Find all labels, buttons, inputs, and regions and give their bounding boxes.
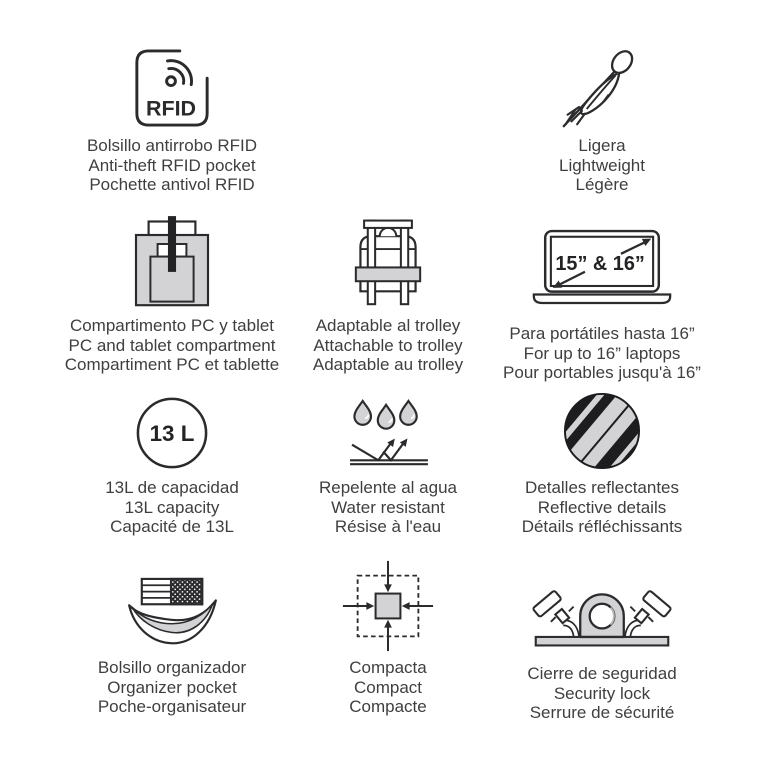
rfid-signal-icon <box>131 38 213 130</box>
compact-arrows-icon <box>342 558 434 652</box>
feature-security-lock <box>490 558 714 723</box>
feature-water-resistant <box>276 392 500 537</box>
caption-line-es: Detalles reflectantes <box>524 478 680 497</box>
caption-line-fr: Pochette antivol RFID <box>89 175 255 194</box>
feature-laptop-size <box>490 212 714 383</box>
caption-trolley <box>313 316 463 375</box>
water-drops-icon <box>342 392 434 470</box>
caption-line-en: For up to 16” laptops <box>523 343 681 363</box>
caption-organizer <box>98 658 246 717</box>
caption-line-en: PC and tablet compartment <box>68 335 276 355</box>
caption-line-en: Compact <box>353 677 422 697</box>
zipper-lock-icon <box>531 558 673 652</box>
caption-line-es: 13L de capacidad <box>105 478 239 497</box>
caption-rfid <box>87 136 257 195</box>
feature-organizer <box>60 558 284 717</box>
rfid-icon-label: RFID <box>145 96 197 121</box>
caption-water-resistant <box>319 478 457 537</box>
caption-line-fr: Serrure de sécurité <box>529 703 675 722</box>
caption-line-fr: Détails réfléchissants <box>521 517 683 536</box>
caption-line-es: Ligera <box>578 136 626 155</box>
caption-line-es: Repelente al agua <box>318 478 457 497</box>
capacity-label: 13 L <box>149 420 195 446</box>
caption-line-fr: Compartiment PC et tablette <box>64 355 280 374</box>
caption-line-fr: Poche-organisateur <box>97 697 247 716</box>
caption-line-en: Lightweight <box>558 155 645 175</box>
caption-laptop-size <box>503 324 701 383</box>
laptop-sleeve-icon <box>127 212 217 308</box>
caption-line-es: Compacta <box>349 658 427 677</box>
caption-line-fr: Capacité de 13L <box>110 517 234 536</box>
laptop-size-label: 15” & 16” <box>555 252 645 275</box>
organizer-pocket-icon <box>125 558 219 652</box>
feature-rfid-pocket <box>60 38 284 195</box>
caption-line-fr: Adaptable au trolley <box>312 355 464 374</box>
caption-capacity <box>105 478 239 537</box>
caption-line-es: Cierre de seguridad <box>527 664 677 683</box>
laptop-screen-icon <box>531 212 673 308</box>
caption-line-fr: Résise à l'eau <box>334 517 442 536</box>
caption-line-fr: Compacte <box>349 697 427 716</box>
caption-compact <box>349 658 426 717</box>
backpack-trolley-icon <box>354 212 422 308</box>
caption-line-en: Water resistant <box>331 497 445 517</box>
caption-security-lock <box>527 664 676 723</box>
caption-line-es: Para portátiles hasta 16” <box>509 324 695 343</box>
caption-line-fr: Pour portables jusqu'à 16” <box>503 363 701 382</box>
caption-line-es: Compartimento PC y tablet <box>69 316 275 335</box>
caption-line-en: Security lock <box>553 683 651 703</box>
feature-reflective <box>490 392 714 537</box>
reflective-stripes-icon <box>563 392 641 470</box>
caption-line-en: 13L capacity <box>124 497 220 517</box>
caption-lightweight <box>559 136 645 195</box>
caption-line-fr: Légère <box>575 175 629 194</box>
caption-line-en: Reflective details <box>537 497 667 517</box>
feature-capacity <box>60 392 284 537</box>
caption-line-en: Attachable to trolley <box>313 335 463 355</box>
feature-lightweight <box>490 38 714 195</box>
feature-pc-tablet-compartment <box>60 212 284 375</box>
caption-line-en: Organizer pocket <box>107 677 237 697</box>
feature-compact <box>276 558 500 717</box>
caption-line-en: Anti-theft RFID pocket <box>88 155 256 175</box>
feather-icon <box>558 38 646 130</box>
caption-line-es: Adaptable al trolley <box>315 316 461 335</box>
feature-trolley <box>276 212 500 375</box>
caption-line-es: Bolsillo organizador <box>97 658 247 677</box>
caption-pc-compartment <box>65 316 279 375</box>
capacity-circle-icon <box>135 392 209 470</box>
caption-reflective <box>522 478 683 537</box>
caption-line-es: Bolsillo antirrobo RFID <box>86 136 258 155</box>
